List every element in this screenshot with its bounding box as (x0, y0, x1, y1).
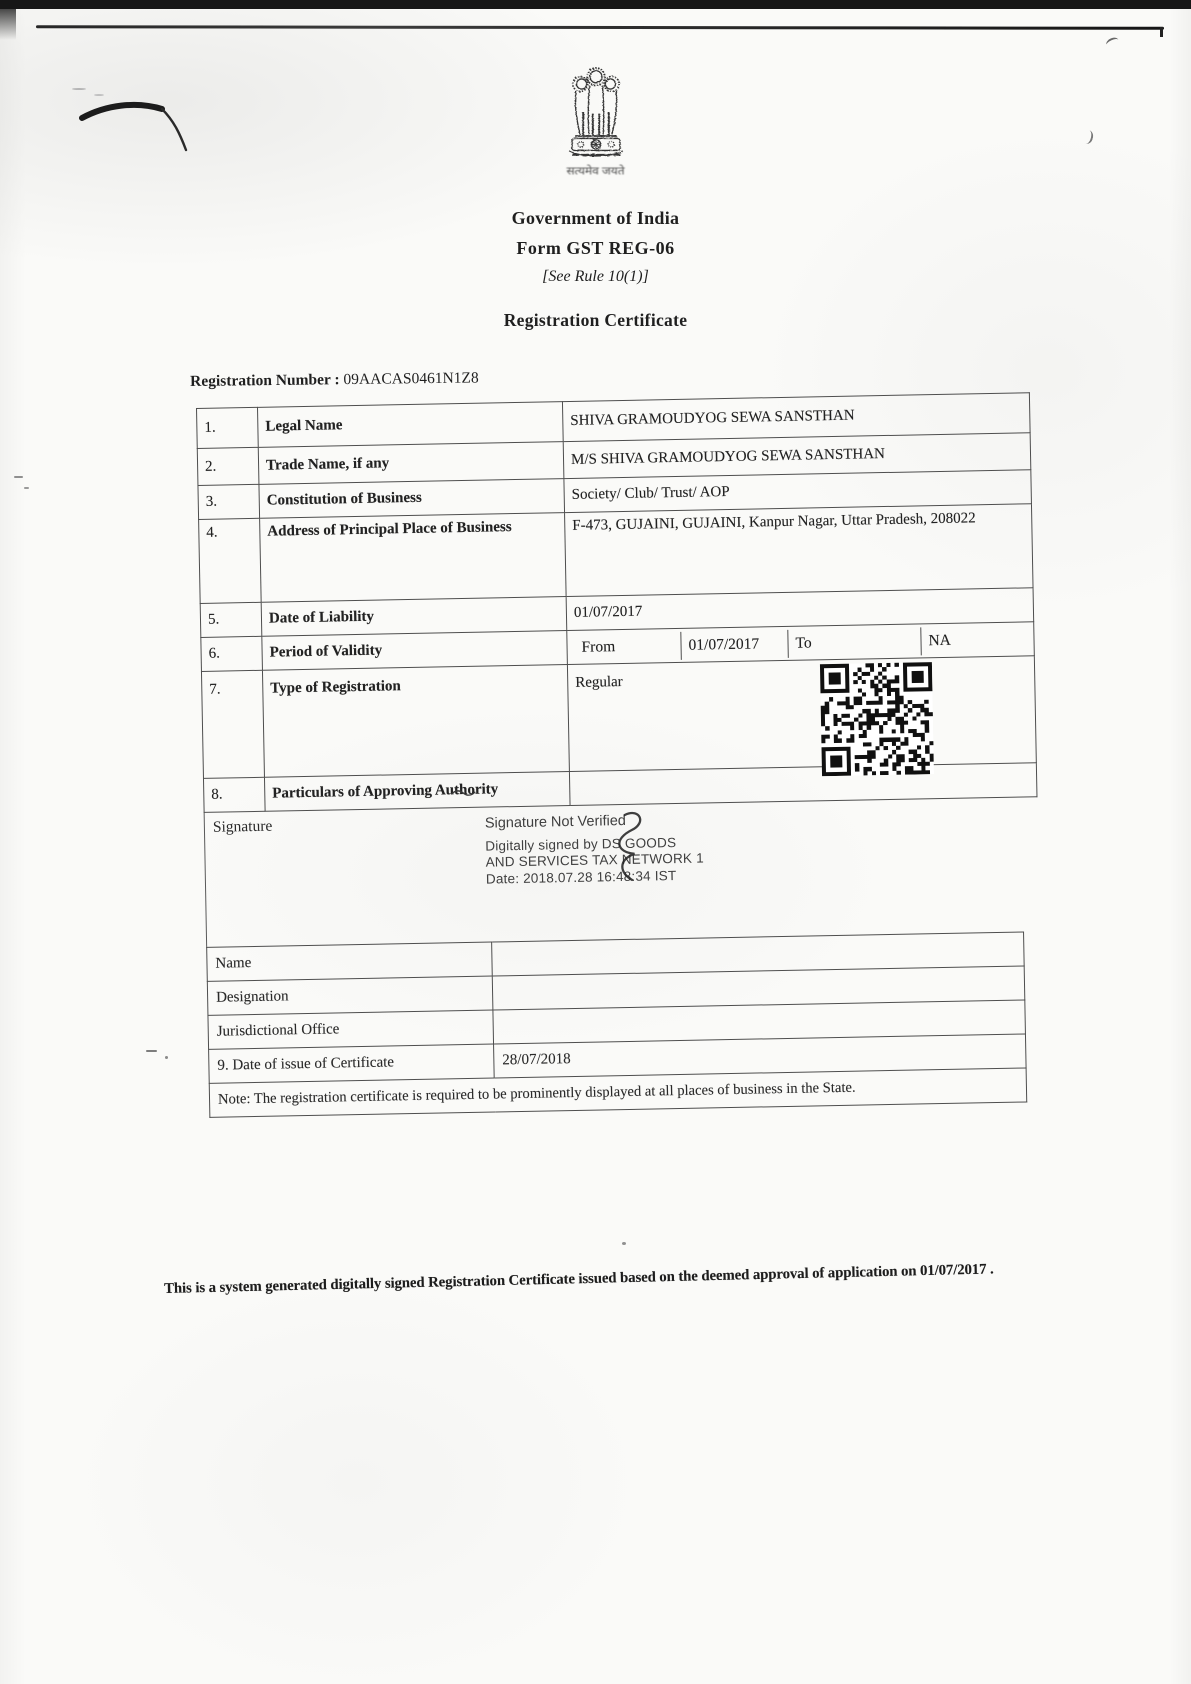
scan-speck (14, 476, 23, 478)
registration-number-line (190, 369, 479, 391)
scan-speck (622, 1242, 626, 1245)
approving-authority-table (206, 931, 1027, 1117)
validity-from-value: 01/07/2017 (680, 629, 788, 659)
scan-speck (94, 94, 104, 96)
row-label: Period of Validity (262, 631, 568, 671)
row-label: Name (207, 942, 493, 981)
registration-number-value: 09AACAS0461N1Z8 (343, 369, 479, 389)
digital-signature-block (485, 812, 705, 889)
scan-speck (1105, 36, 1121, 50)
signer-name-line: AND SERVICES TAX NETWORK 1 (485, 850, 704, 871)
qr-code (820, 662, 934, 776)
row-label: Type of Registration (262, 665, 569, 778)
signature-section (204, 798, 1013, 947)
scanner-edge-corner (0, 0, 16, 40)
document-body (196, 393, 1029, 1118)
row-number: 4. (199, 518, 262, 603)
row-label: Constitution of Business (259, 479, 565, 519)
scanner-line-artifact (36, 25, 1164, 30)
certificate-title: Registration Certificate (503, 310, 688, 330)
row-number: 2. (197, 447, 259, 485)
signature-scribble-icon (573, 808, 665, 899)
row-number: 7. (201, 670, 264, 778)
row-label: Trade Name, if any (258, 442, 564, 485)
motto-text: सत्यमेव जयते (566, 164, 625, 178)
scanner-line-tick (1160, 27, 1163, 37)
row-number: 1. (197, 407, 259, 448)
rule-reference: [See Rule 10(1)] (542, 268, 649, 285)
row-value: 28/07/2018 (494, 1034, 1027, 1078)
ashoka-emblem-icon (556, 64, 636, 173)
row-label: Legal Name (257, 402, 563, 448)
row-value: Regular (575, 674, 623, 691)
row-label: Address of Principal Place of Business (260, 513, 567, 603)
scan-speck (165, 1056, 168, 1059)
digitally-signed-line: Digitally signed by DS GOODS (485, 835, 677, 854)
signature-not-verified-text: Signature Not Verified (484, 812, 627, 832)
pen-mark-icon (74, 96, 214, 165)
validity-from-label: From (581, 637, 616, 656)
row-value: 01/07/2017 (566, 588, 1034, 631)
government-title: Government of India (511, 208, 680, 228)
row-value: M/S SHIVA GRAMOUDYOG SEWA SANSTHAN (563, 433, 1031, 479)
underline-squiggle-icon (450, 788, 476, 796)
scan-speck (24, 487, 29, 489)
row-label: Jurisdictional Office (208, 1010, 494, 1049)
row-value: F-473, GUJAINI, GUJAINI, Kanpur Nagar, Uttar Pradesh, 208022 (565, 504, 1034, 597)
scanner-edge-bar (0, 0, 1191, 9)
row-label: Date of Liability (261, 597, 567, 637)
signature-label: Signature (212, 817, 273, 836)
registration-type-cell (567, 656, 1036, 772)
row-label: 9. Date of issue of Certificate (209, 1044, 495, 1083)
row-number: 6. (201, 636, 263, 671)
signature-date-line: Date: 2018.07.28 16:48:34 IST (485, 867, 677, 887)
validity-to-value: NA (920, 625, 1027, 655)
footer-statement: This is a system generated digitally signed Registration Certificate issued based on the deemed approval of application on 01/07/2017 . (164, 1261, 994, 1297)
row-label: Particulars of Approving Authority (264, 772, 570, 812)
row-value: Society/ Club/ Trust/ AOP (564, 470, 1032, 513)
validity-to-label: To (787, 627, 921, 658)
registration-number-label: Registration Number : (190, 371, 340, 390)
table-row (199, 504, 1033, 604)
note-text: Note: The registration certificate is required to be prominently displayed at all places of business in the State. (209, 1068, 1026, 1117)
row-value: SHIVA GRAMOUDYOG SEWA SANSTHAN (562, 393, 1030, 442)
scan-speck (146, 1050, 157, 1052)
row-number: 8. (203, 777, 265, 812)
main-table (196, 392, 1037, 813)
row-label: Designation (207, 976, 493, 1015)
scan-speck (72, 88, 86, 90)
row-number: 5. (200, 602, 262, 637)
form-name: Form GST REG-06 (516, 238, 675, 258)
row-number: 3. (198, 484, 260, 519)
table-row (201, 656, 1036, 779)
scan-speck (1080, 129, 1094, 145)
